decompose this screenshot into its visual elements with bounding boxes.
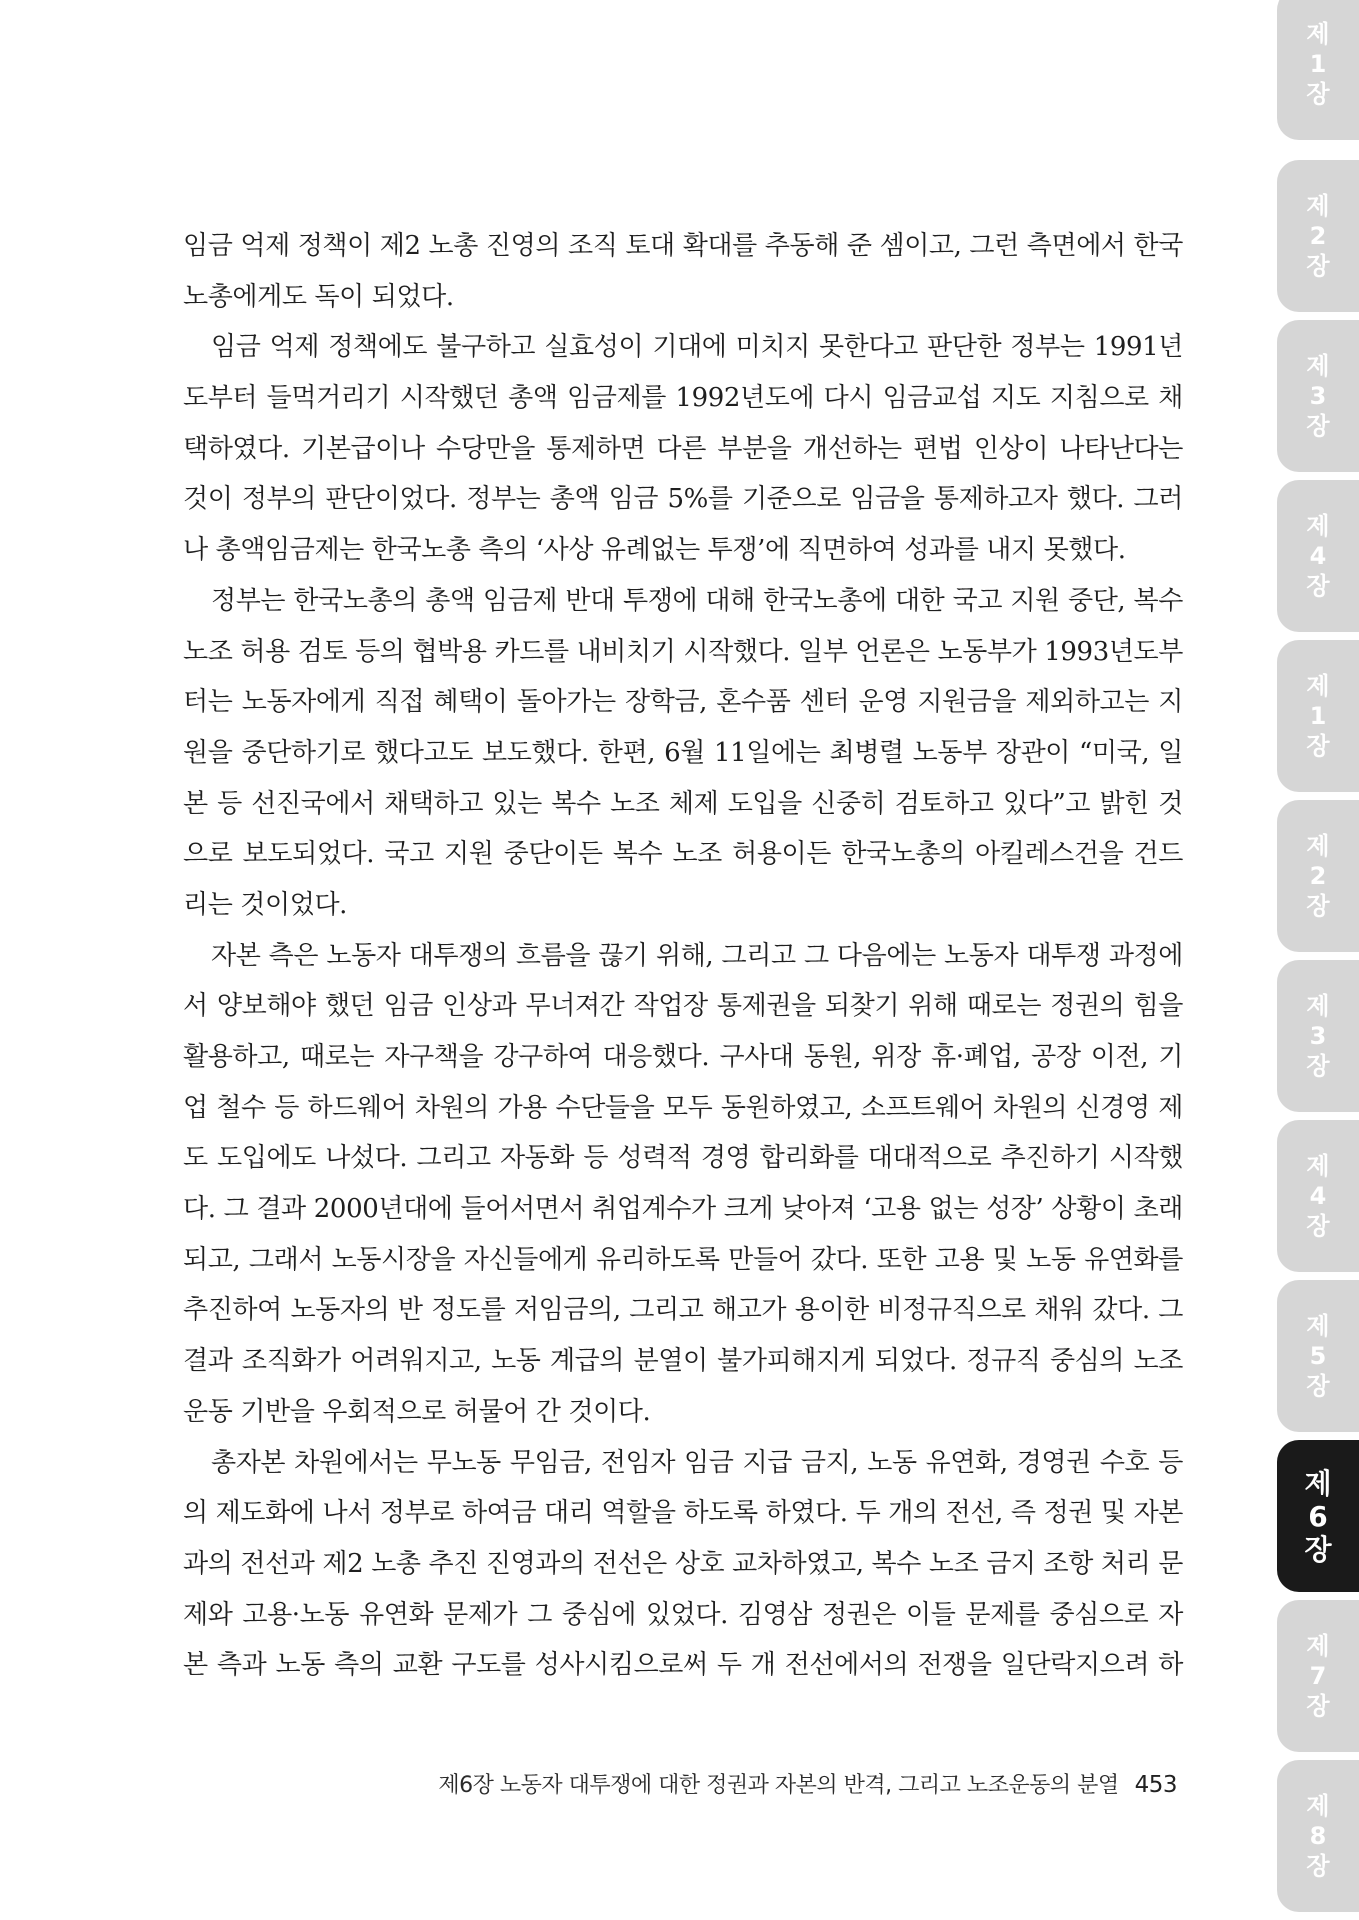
- body-line: 추진하여 노동자의 반 정도를 저임금의, 그리고 해고가 용이한 비정규직으로 채워 갔다. 그: [183, 1295, 1183, 1326]
- body-line: 본 측과 노동 측의 교환 구도를 성사시킴으로써 두 개 전선에서의 전쟁을 일단락지으려 하: [183, 1650, 1183, 1681]
- body-line: 임금 억제 정책에도 불구하고 실효성이 기대에 미치지 못한다고 판단한 정부는 1991년: [211, 332, 1183, 363]
- body-line: 되고, 그래서 노동시장을 자신들에게 유리하도록 만들어 갔다. 또한 고용 및 노동 유연화를: [183, 1244, 1183, 1275]
- page-number: 453: [1134, 1772, 1177, 1798]
- body-line: 다. 그 결과 2000년대에 들어서면서 취업계수가 크게 낮아져 ‘고용 없는 성장’ 상황이 초래: [183, 1194, 1183, 1225]
- chapter-tabs: [1277, 0, 1359, 1920]
- chapter-tab-7[interactable]: 제 7 장: [1277, 1600, 1359, 1752]
- body-line: 총자본 차원에서는 무노동 무임금, 전임자 임금 지급 금지, 노동 유연화, 경영권 수호 등: [211, 1447, 1183, 1478]
- body-line: 업 철수 등 하드웨어 차원의 가용 수단들을 모두 동원하였고, 소프트웨어 차원의 신경영 제: [183, 1092, 1183, 1123]
- chapter-tab-3[interactable]: 제 3 장: [1277, 320, 1359, 472]
- body-line: 원을 중단하기로 했다고도 보도했다. 한편, 6월 11일에는 최병렬 노동부 장관이 “미국, 일: [183, 737, 1183, 768]
- body-line: 택하였다. 기본급이나 수당만을 통제하면 다른 부분을 개선하는 편법 인상이 나타난다는: [183, 433, 1183, 464]
- body-line: 활용하고, 때로는 자구책을 강구하여 대응했다. 구사대 동원, 위장 휴·폐업, 공장 이전, 기: [183, 1042, 1183, 1072]
- running-title: 제6장 노동자 대투쟁에 대한 정권과 자본의 반격, 그리고 노조운동의 분열: [438, 1773, 1119, 1798]
- chapter-tab-8[interactable]: 제 8 장: [1277, 1760, 1359, 1912]
- body-line: 서 양보해야 했던 임금 인상과 무너져간 작업장 통제권을 되찾기 위해 때로는 정권의 힘을: [183, 991, 1183, 1022]
- page-footer: [438, 1767, 1177, 1803]
- body-line: 정부는 한국노총의 총액 임금제 반대 투쟁에 대해 한국노총에 대한 국고 지원 중단, 복수: [211, 585, 1183, 616]
- body-line: 본 등 선진국에서 채택하고 있는 복수 노조 체제 도입을 신중히 검토하고 있다”고 밝힌 것: [183, 788, 1183, 819]
- chapter-tab-6-active[interactable]: 제 6 장: [1277, 1440, 1359, 1592]
- body-line: 노총에게도 독이 되었다.: [183, 281, 454, 312]
- body-text: [183, 221, 1183, 1691]
- body-line: 도 도입에도 나섰다. 그리고 자동화 등 성력적 경영 합리화를 대대적으로 추진하기 시작했: [183, 1143, 1183, 1174]
- chapter-tab-3-part2[interactable]: 제 3 장: [1277, 960, 1359, 1112]
- body-line: 임금 억제 정책이 제2 노총 진영의 조직 토대 확대를 추동해 준 셈이고, 그런 측면에서 한국: [183, 231, 1183, 261]
- body-line: 운동 기반을 우회적으로 허물어 간 것이다.: [183, 1396, 651, 1427]
- body-line: 제와 고용·노동 유연화 문제가 그 중심에 있었다. 김영삼 정권은 이들 문제를 중심으로 자: [183, 1599, 1183, 1630]
- chapter-tab-1-part2[interactable]: 제 1 장: [1277, 640, 1359, 792]
- chapter-tab-2-part2[interactable]: 제 2 장: [1277, 800, 1359, 952]
- body-line: 과의 전선과 제2 노총 추진 진영과의 전선은 상호 교차하였고, 복수 노조 금지 조항 처리 문: [183, 1548, 1183, 1579]
- chapter-tab-1[interactable]: 제 1 장: [1277, 0, 1359, 140]
- chapter-tab-4-part2[interactable]: 제 4 장: [1277, 1120, 1359, 1272]
- body-line: 결과 조직화가 어려워지고, 노동 계급의 분열이 불가피해지게 되었다. 정규직 중심의 노조: [183, 1346, 1183, 1377]
- chapter-tab-5[interactable]: 제 5 장: [1277, 1280, 1359, 1432]
- body-line: 도부터 들먹거리기 시작했던 총액 임금제를 1992년도에 다시 임금교섭 지도 지침으로 채: [183, 383, 1183, 414]
- body-line: 나 총액임금제는 한국노총 측의 ‘사상 유례없는 투쟁’에 직면하여 성과를 내지 못했다.: [183, 535, 1126, 566]
- body-line: 노조 허용 검토 등의 협박용 카드를 내비치기 시작했다. 일부 언론은 노동부가 1993년도부: [183, 636, 1183, 667]
- chapter-tab-2[interactable]: 제 2 장: [1277, 160, 1359, 312]
- body-line: 터는 노동자에게 직접 혜택이 돌아가는 장학금, 혼수품 센터 운영 지원금을 제외하고는 지: [183, 687, 1183, 718]
- chapter-tab-4[interactable]: 제 4 장: [1277, 480, 1359, 632]
- body-line: 의 제도화에 나서 정부로 하여금 대리 역할을 하도록 하였다. 두 개의 전선, 즉 정권 및 자본: [183, 1498, 1183, 1529]
- body-line: 자본 측은 노동자 대투쟁의 흐름을 끊기 위해, 그리고 그 다음에는 노동자 대투쟁 과정에: [211, 940, 1183, 971]
- body-line: 것이 정부의 판단이었다. 정부는 총액 임금 5%를 기준으로 임금을 통제하고자 했다. 그러: [183, 484, 1183, 515]
- body-line: 으로 보도되었다. 국고 지원 중단이든 복수 노조 허용이든 한국노총의 아킬레스건을 건드: [183, 839, 1183, 870]
- body-line: 리는 것이었다.: [183, 889, 348, 920]
